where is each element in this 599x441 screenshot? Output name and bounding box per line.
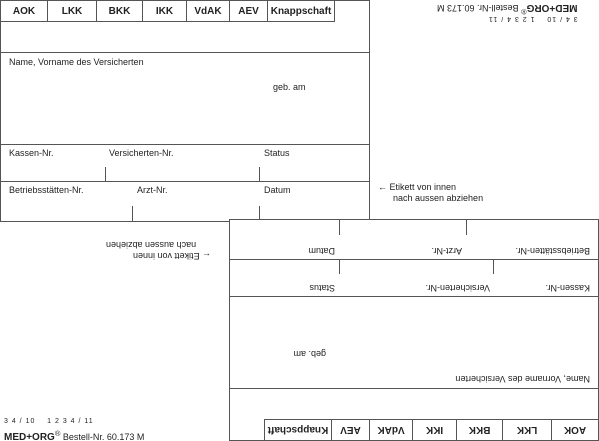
- insurer-tabs: [1, 1, 335, 22]
- field-separator: [132, 206, 133, 222]
- tab-bkk-rotated[interactable]: BKK: [456, 419, 502, 440]
- peel-instruction: [378, 182, 483, 204]
- kassen-label-rotated: Kassen-Nr.: [545, 283, 590, 293]
- tab-vdak-rotated[interactable]: VdAK: [369, 419, 412, 440]
- tab-knappschaft-rotated[interactable]: Knappschaft: [264, 419, 331, 440]
- tab-knappschaft[interactable]: Knappschaft: [268, 1, 335, 22]
- versicherten-label: Versicherten-Nr.: [109, 148, 174, 158]
- codes-left: 3 4 / 10: [4, 418, 36, 425]
- tab-aev[interactable]: AEV: [230, 1, 268, 22]
- label-form-upright: [0, 0, 370, 222]
- registered-mark: ®: [54, 429, 61, 438]
- tab-ikk-rotated[interactable]: IKK: [412, 419, 456, 440]
- order-number: Bestell-Nr. 60.173 M: [62, 432, 145, 441]
- divider: [1, 52, 369, 53]
- field-separator: [466, 219, 467, 235]
- arzt-label: Arzt-Nr.: [137, 185, 168, 195]
- divider: [230, 388, 598, 389]
- codes-left: 3 4 / 10: [546, 15, 578, 22]
- arrow-left-icon: ←: [202, 251, 212, 261]
- tab-ikk[interactable]: IKK: [143, 1, 187, 22]
- medorg-logo-rotated: MED+ORG: [526, 2, 578, 13]
- field-separator: [493, 260, 494, 274]
- kassen-label: Kassen-Nr.: [9, 148, 54, 158]
- versicherten-label-rotated: Versicherten-Nr.: [425, 283, 490, 293]
- field-separator: [259, 167, 260, 181]
- field-separator: [339, 260, 340, 274]
- peel-instruction-rotated: [106, 239, 211, 261]
- order-number-rotated: Bestell-Nr. 60.173 M: [437, 3, 519, 13]
- codes-right: 1 2 3 4 / 11: [47, 418, 94, 425]
- medorg-logo: MED+ORG: [4, 432, 55, 441]
- insurer-tabs-rotated: [264, 419, 598, 440]
- dob-label-rotated: geb. am: [293, 349, 326, 359]
- tab-aok[interactable]: AOK: [1, 1, 48, 22]
- instruction-line2: nach aussen abziehen: [393, 193, 484, 203]
- betrieb-label: Betriebsstätten-Nr.: [9, 185, 84, 195]
- tab-aok-rotated[interactable]: AOK: [551, 419, 598, 440]
- arrow-left-icon: ←: [378, 182, 387, 192]
- datum-label: Datum: [264, 185, 291, 195]
- field-separator: [105, 167, 106, 181]
- print-codes-rotated: [488, 15, 578, 22]
- divider: [230, 296, 598, 297]
- divider: [230, 259, 598, 260]
- brand-footer-rotated: [437, 2, 577, 16]
- name-label-rotated: Name, Vorname des Versicherten: [455, 374, 590, 384]
- registered-mark: ®: [521, 7, 527, 16]
- instruction-line1: Etikett von innen: [389, 182, 457, 192]
- arzt-label-rotated: Arzt-Nr.: [431, 246, 462, 256]
- instruction-line2-rotated: nach aussen abziehen: [106, 240, 197, 250]
- divider: [1, 144, 369, 145]
- status-label-rotated: Status: [309, 283, 335, 293]
- tab-lkk-rotated[interactable]: LKK: [502, 419, 551, 440]
- dob-label: geb. am: [273, 82, 306, 92]
- label-form-rotated: [229, 219, 599, 441]
- instruction-line1-rotated: Etikett von innen: [133, 251, 200, 261]
- betrieb-label-rotated: Betriebsstätten-Nr.: [515, 246, 590, 256]
- tab-lkk[interactable]: LKK: [48, 1, 97, 22]
- print-codes: [4, 418, 94, 425]
- tab-vdak[interactable]: VdAK: [187, 1, 230, 22]
- name-label: Name, Vorname des Versicherten: [9, 57, 144, 67]
- brand-footer: [4, 429, 144, 441]
- tab-aev-rotated[interactable]: AEV: [331, 419, 369, 440]
- tab-bkk[interactable]: BKK: [97, 1, 143, 22]
- field-separator: [339, 219, 340, 235]
- status-label: Status: [264, 148, 290, 158]
- codes-right: 1 2 3 4 / 11: [488, 15, 535, 22]
- datum-label-rotated: Datum: [308, 246, 335, 256]
- divider: [1, 181, 369, 182]
